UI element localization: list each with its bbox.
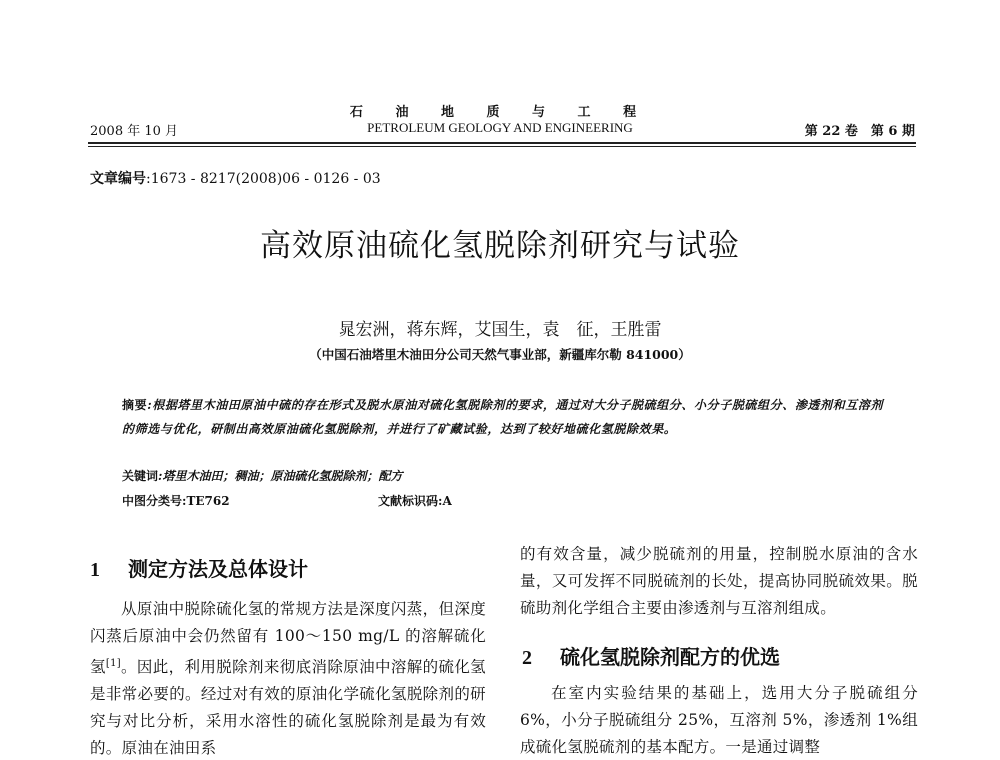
article-number-value: :1673 - 8217(2008)06 - 0126 - 03 (146, 171, 381, 187)
abstract-text: :根据塔里木油田原油中硫的存在形式及脱水原油对硫化氢脱除剂的要求，通过对大分子脱硫组分、小分子脱硫组分、渗透剂和互溶剂的筛选与优化，研制出高效原油硫化氢脱除剂，并进行了矿藏试验，达到了较好地硫化氢脱除效果。 (122, 398, 884, 436)
article-number-label: 文章编号 (90, 171, 146, 187)
journal-title-cn: 石 油 地 质 与 工 程 (349, 105, 651, 120)
abstract (122, 393, 884, 441)
section-2-number: 2 (522, 647, 532, 669)
section-2-paragraph: 在室内实验结果的基础上，选用大分子脱硫组分 6%，小分子脱硫组分 25%，互溶剂 5%，渗透剂 1%组成硫化氢脱硫剂的基本配方。一是通过调整 (520, 684, 918, 756)
paper-title: 高效原油硫化氢脱除剂研究与试验 (260, 228, 740, 264)
section-1-text-b: 。因此，利用脱除剂来彻底消除原油中溶解的硫化氢是非常必要的。经过对有效的原油化学硫化氢脱除剂的研究与对比分析，采用水溶性的硫化氢脱除剂是最为有效的。原油在油田系 (90, 658, 486, 758)
article-number (90, 168, 381, 188)
clc-number (122, 492, 230, 509)
affiliation: （中国石油塔里木油田分公司天然气事业部，新疆库尔勒 841000） (309, 347, 691, 362)
issue-date: 2008 年 10 月 (90, 124, 179, 139)
doc-code-value: :A (438, 494, 452, 508)
section-2-heading (522, 641, 780, 670)
section-1-heading (90, 553, 308, 582)
keywords-label: 关键词 (122, 469, 159, 483)
section-1-text-a: 从原油中脱除硫化氢的常规方法是深度闪蒸，但深度闪蒸后原油中会仍然留有 100～150 mg/L 的溶解硫化氢 (90, 600, 486, 677)
keywords (122, 467, 402, 484)
authors: 晁宏洲，蒋东辉，艾国生，袁 征，王胜雷 (338, 320, 662, 340)
section-1-paragraph (90, 596, 486, 758)
clc-label: 中图分类号 (122, 494, 183, 508)
clc-value: :TE762 (182, 494, 230, 508)
header-rule-thick (88, 142, 916, 144)
keywords-value: :塔里木油田；稠油；原油硫化氢脱除剂；配方 (158, 469, 403, 483)
section-2-title: 硫化氢脱除剂配方的优选 (560, 645, 780, 669)
volume-issue: 第 22 卷 第 6 期 (804, 124, 915, 139)
section-1-title: 测定方法及总体设计 (128, 557, 308, 581)
document-code (378, 492, 452, 509)
right-column-continuation: 的有效含量，减少脱硫剂的用量，控制脱水原油的含水量，又可发挥不同脱硫剂的长处，提高协同脱硫效果。脱硫助剂化学组合主要由渗透剂与互溶剂组成。 (520, 545, 918, 617)
section-1-number: 1 (90, 559, 100, 581)
doc-code-label: 文献标识码 (378, 494, 439, 508)
citation-ref: [1] (105, 658, 121, 669)
abstract-label: 摘要 (122, 398, 148, 412)
journal-title-en: PETROLEUM GEOLOGY AND ENGINEERING (367, 120, 633, 135)
header-rule-thin (88, 146, 916, 147)
